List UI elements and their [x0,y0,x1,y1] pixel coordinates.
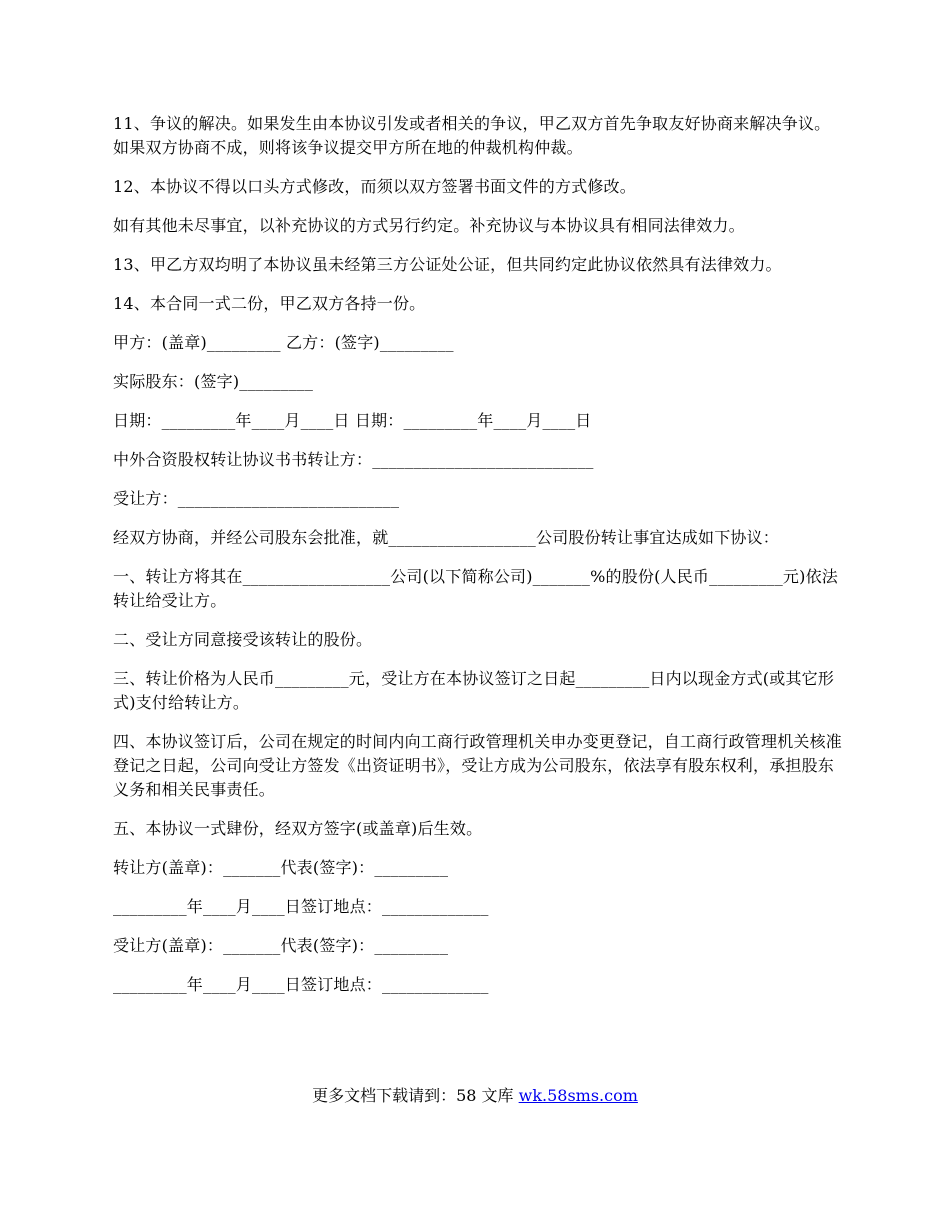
article-2-acceptance: 二、受让方同意接受该转让的股份。 [113,630,373,649]
transferee-signature-line: 受让方(盖章)：_______代表(签字)：_________ [113,936,449,955]
transferor-signature-line: 转让方(盖章)：_______代表(签字)：_________ [113,858,449,877]
clause-14-copies: 14、本合同一式二份，甲乙双方各持一份。 [113,294,426,313]
supplementary-agreement-note: 如有其他未尽事宜，以补充协议的方式另行约定。补充协议与本协议具有相同法律效力。 [113,216,745,235]
article-3-price: 三、转让价格为人民币_________元，受让方在本协议签订之日起_________日内以现金方式(或其它形式)支付给转让方。 [113,669,835,712]
transferor-line: 中外合资股权转让协议书书转让方：___________________________ [113,450,594,469]
party-a-b-signature-line: 甲方：(盖章)_________ 乙方：(签字)_________ [113,333,454,352]
agreement-preamble: 经双方协商，并经公司股东会批准，就__________________公司股份转让事宜达成如下协议： [113,528,780,547]
date-line: 日期：_________年____月____日 日期：_________年____月____日 [113,411,592,430]
article-4-registration: 四、本协议签订后，公司在规定的时间内向工商行政管理机关申办变更登记，自工商行政管理机关核准登记之日起，公司向受让方签发《出资证明书》，受让方成为公司股东，依法享有股东权利，承担股东义务和相关民事责任。 [113,732,843,799]
clause-13-notarization: 13、甲乙方双均明了本协议虽未经第三方公证处公证，但共同约定此协议依然具有法律效力。 [113,255,782,274]
footer-download-link[interactable]: wk.58sms.com [518,1086,638,1105]
transferee-date-place-line: _________年____月____日签订地点：_____________ [113,975,489,994]
clause-12-amendment: 12、本协议不得以口头方式修改，而须以双方签署书面文件的方式修改。 [113,177,636,196]
article-1-transfer: 一、转让方将其在__________________公司(以下简称公司)_______%的股份(人民币_________元)依法转让给受让方。 [113,567,838,610]
transferor-date-place-line: _________年____月____日签订地点：_____________ [113,897,489,916]
footer-text: 更多文档下载请到：58 文库 [312,1086,519,1105]
footer [0,1084,950,1108]
clause-11-dispute: 11、争议的解决。如果发生由本协议引发或者相关的争议，甲乙双方首先争取友好协商来解决争议。如果双方协商不成，则将该争议提交甲方所在地的仲裁机构仲裁。 [113,114,831,157]
document-body [113,112,843,1012]
transferee-line: 受让方：___________________________ [113,489,400,508]
actual-shareholder-signature-line: 实际股东：(签字)_________ [113,372,314,391]
article-5-effectiveness: 五、本协议一式肆份，经双方签字(或盖章)后生效。 [113,819,483,838]
